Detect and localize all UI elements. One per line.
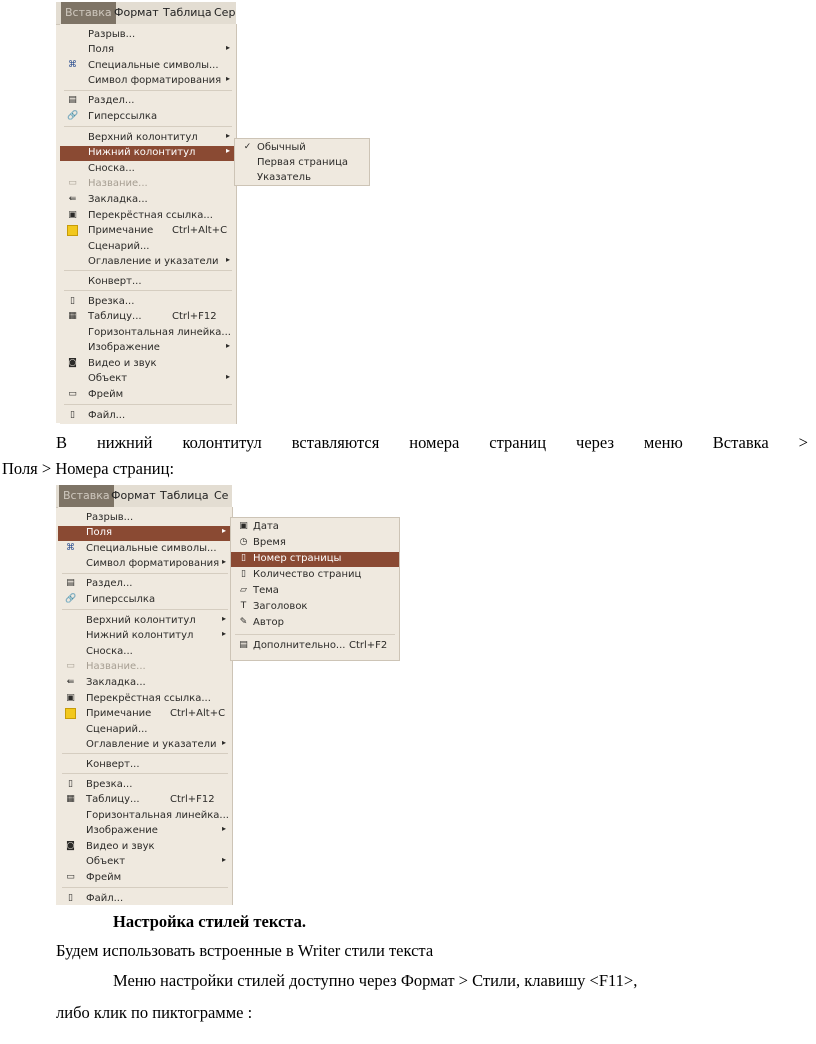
menu2.items-item[interactable] [58, 629, 232, 644]
menu1.items-item[interactable] [60, 94, 236, 109]
menu2.items-item[interactable] [58, 692, 232, 707]
menu-item-label: Поля [86, 527, 113, 538]
menu-item-label: Видео и звук [88, 358, 157, 369]
menu2.items-item[interactable] [58, 824, 232, 839]
menu2.items-item[interactable] [58, 723, 232, 738]
bookmark-icon: ⇚ [68, 194, 77, 204]
chevron-right-icon: ▸ [221, 855, 226, 864]
menu-separator [62, 753, 228, 754]
paragraph-styles-builtin: Будем использовать встроенные в Writer стили текста [56, 941, 434, 960]
menu1.items-item[interactable] [60, 193, 236, 208]
note-icon [67, 225, 78, 236]
menu2.items-item[interactable] [58, 892, 232, 907]
menu1.items-item[interactable] [60, 43, 236, 58]
menu2.items-item[interactable] [58, 557, 232, 572]
menu-separator [62, 887, 228, 888]
menu-item-label: Дата [253, 521, 279, 532]
chevron-right-icon: ▸ [225, 131, 230, 140]
menu1.items-item[interactable] [60, 341, 236, 356]
cross-reference-icon: ▣ [66, 693, 75, 703]
menu2.items-item[interactable] [58, 511, 232, 526]
table-icon: ▦ [68, 311, 77, 321]
chevron-right-icon: ▸ [221, 824, 226, 833]
check-icon: ✓ [243, 142, 252, 152]
insert-menu [60, 24, 237, 424]
menu-item-label: Сноска... [86, 646, 133, 657]
word: меню [643, 433, 683, 452]
note-icon [65, 708, 76, 719]
menu-item-label: Изображение [86, 825, 158, 836]
paragraph-footer-intro-line2: Поля > Номера страниц: [2, 459, 175, 478]
menu-item-label: Указатель [257, 172, 311, 183]
command-icon: ⌘ [66, 543, 75, 553]
word: В [56, 433, 68, 452]
menu1.items-item[interactable] [60, 295, 236, 310]
menu2.items-item [58, 660, 232, 675]
menu-item-label: Символ форматирования [88, 75, 222, 86]
footer-submenu [234, 138, 370, 186]
hyperlink-icon: 🔗 [65, 594, 77, 604]
menu-item-label: Время [253, 537, 286, 548]
frame-icon: ▯ [70, 296, 75, 306]
menu1.items-item[interactable] [60, 275, 236, 290]
menu-item-label: Первая страница [257, 157, 349, 168]
menu-item-label: Сценарий... [86, 724, 148, 735]
menu2.submenu-item[interactable] [231, 616, 399, 631]
menu-item-label: Дополнительно... [253, 640, 346, 651]
menu1.items-item[interactable] [60, 388, 236, 403]
menu2.items-item[interactable] [58, 676, 232, 691]
menu-item-label: Специальные символы... [86, 543, 217, 554]
section-icon: ▤ [68, 95, 77, 105]
menu-item-label: Закладка... [86, 677, 146, 688]
menubar-format[interactable]: Формат [111, 489, 156, 502]
word: колонтитул [182, 433, 262, 452]
menu-item-label: Закладка... [88, 194, 148, 205]
menu-separator [235, 634, 395, 635]
menu-item-label: Горизонтальная линейка... [88, 327, 231, 338]
menu-item-label: Врезка... [88, 296, 135, 307]
word: Вставка [712, 433, 769, 452]
menu2.items-item[interactable] [58, 758, 232, 773]
menu-item-label: Поля [88, 44, 115, 55]
menu1.items-item [60, 177, 236, 192]
shortcut-label: Ctrl+F2 [349, 640, 388, 651]
menu1.items-item[interactable] [60, 224, 236, 239]
menu-item-label: Название... [88, 178, 148, 189]
menu1.items-item[interactable] [60, 326, 236, 341]
paragraph-styles-menu: Меню настройки стилей доступно через Формат > Стили, клавишу <F11>, [113, 971, 638, 990]
menu-item-label: Нижний колонтитул [88, 147, 196, 158]
menu1.items-item[interactable] [60, 146, 236, 161]
menu-item-label: Оглавление и указатели [88, 256, 219, 267]
hyperlink-icon: 🔗 [67, 111, 79, 121]
file-icon: ▯ [70, 410, 75, 420]
menu2.submenu-item[interactable] [231, 520, 399, 535]
title-icon: T [240, 601, 247, 611]
menu-separator [64, 290, 232, 291]
menu-separator [62, 773, 228, 774]
menu2.items-item[interactable] [58, 855, 232, 870]
menu-screenshot-2 [56, 485, 401, 905]
menu-item-label: Название... [86, 661, 146, 672]
menu-separator [64, 126, 232, 127]
menu-item-label: Конверт... [88, 276, 142, 287]
page-number-icon: ▯ [241, 553, 246, 563]
menu-item-label: Видео и звук [86, 841, 155, 852]
menu-item-label: Автор [253, 617, 285, 628]
menu-item-label: Сноска... [88, 163, 135, 174]
menu2.items-item[interactable] [58, 871, 232, 886]
menu-screenshot-1 [56, 2, 349, 423]
subject-icon: ▱ [240, 585, 247, 595]
media-icon: ◙ [68, 358, 77, 368]
menu-item-label: Оглавление и указатели [86, 739, 217, 750]
insert-menu [58, 507, 233, 905]
word: номера [409, 433, 460, 452]
table-icon: ▦ [66, 794, 75, 804]
menu-item-label: Номер страницы [253, 553, 342, 564]
chevron-right-icon: ▸ [221, 629, 226, 638]
menu1.items-item[interactable] [60, 310, 236, 325]
paragraph-styles-icon: либо клик по пиктограмме : [56, 1003, 253, 1022]
date-icon: ▣ [239, 521, 248, 531]
menu2.submenu-item[interactable] [231, 552, 399, 567]
floating-frame-icon: ▭ [66, 872, 75, 882]
menubar-table[interactable]: Таблица [163, 6, 212, 19]
chevron-right-icon: ▸ [225, 74, 230, 83]
menu-item-label: Разрыв... [86, 512, 134, 523]
menu-separator [62, 573, 228, 574]
menu-item-label: Конверт... [86, 759, 140, 770]
word: страниц [489, 433, 547, 452]
menu-item-label: Разрыв... [88, 29, 136, 40]
chevron-right-icon: ▸ [221, 526, 226, 535]
chevron-right-icon: ▸ [221, 614, 226, 623]
section-icon: ▤ [66, 578, 75, 588]
menu-item-label: Таблицу... [88, 311, 142, 322]
menu2.items-item[interactable] [58, 614, 232, 629]
menu1.items-item[interactable] [60, 59, 236, 74]
menu2.items-item[interactable] [58, 778, 232, 793]
clock-icon: ◷ [239, 537, 248, 547]
menu1.items-item[interactable] [60, 357, 236, 372]
fields-submenu [230, 517, 400, 661]
media-icon: ◙ [66, 841, 75, 851]
cross-reference-icon: ▣ [68, 210, 77, 220]
menu-item-label: Изображение [88, 342, 160, 353]
menu1.items-item[interactable] [60, 209, 236, 224]
word: > [798, 433, 808, 452]
menu-item-label: Раздел... [86, 578, 133, 589]
frame-icon: ▯ [68, 779, 73, 789]
menu-item-label: Специальные символы... [88, 60, 219, 71]
bookmark-icon: ⇚ [66, 677, 75, 687]
menubar-insert[interactable]: Вставка [59, 485, 114, 507]
file-icon: ▯ [68, 893, 73, 903]
menu1.items-item[interactable] [60, 28, 236, 43]
heading-text-styles: Настройка стилей текста. [113, 912, 306, 931]
menu-item-label: Горизонтальная линейка... [86, 810, 229, 821]
caption-icon: ▭ [68, 178, 77, 188]
menu1.items-item[interactable] [60, 131, 236, 146]
menu-item-label: Символ форматирования [86, 558, 220, 569]
chevron-right-icon: ▸ [225, 146, 230, 155]
menu-separator [62, 609, 228, 610]
shortcut-label: Ctrl+Alt+C [170, 708, 226, 719]
menu1.items-item[interactable] [60, 74, 236, 89]
menu2.items-item[interactable] [58, 738, 232, 753]
menu2.submenu-item[interactable] [231, 639, 399, 654]
menu-item-label: Тема [253, 585, 279, 596]
menu-item-label: Сценарий... [88, 241, 150, 252]
menu2.items-item[interactable] [58, 526, 232, 541]
word: вставляются [291, 433, 380, 452]
menu1.items-item[interactable] [60, 409, 236, 424]
menu2.items-item[interactable] [58, 593, 232, 608]
menu-item-label: Объект [88, 373, 128, 384]
menu-item-label: Объект [86, 856, 126, 867]
menubar-format[interactable]: Формат [114, 6, 159, 19]
chevron-right-icon: ▸ [225, 255, 230, 264]
menu1.items-item[interactable] [60, 110, 236, 125]
menubar [56, 2, 236, 25]
menubar [56, 485, 232, 508]
chevron-right-icon: ▸ [225, 341, 230, 350]
author-icon: ✎ [239, 617, 248, 627]
floating-frame-icon: ▭ [68, 389, 77, 399]
menu2.items-item[interactable] [58, 793, 232, 808]
menu-item-label: Заголовок [253, 601, 308, 612]
menu-item-label: Гиперссылка [86, 594, 156, 605]
shortcut-label: Ctrl+F12 [172, 311, 217, 322]
chevron-right-icon: ▸ [221, 557, 226, 566]
menu-item-label: Таблицу... [86, 794, 140, 805]
menu2.items-item[interactable] [58, 707, 232, 722]
word: через [576, 433, 614, 452]
menu-item-label: Нижний колонтитул [86, 630, 194, 641]
menu2.submenu-item[interactable] [231, 584, 399, 599]
menu-item-label: Файл... [86, 893, 124, 904]
menu2.submenu-item[interactable] [231, 600, 399, 615]
menu-item-label: Обычный [257, 142, 306, 153]
word: нижний [96, 433, 153, 452]
menu-item-label: Перекрёстная ссылка... [86, 693, 211, 704]
menu2.items-item[interactable] [58, 577, 232, 592]
menu-item-label: Фрейм [88, 389, 124, 400]
menu1.submenu-item[interactable] [235, 141, 369, 156]
menubar-table[interactable]: Таблица [160, 489, 209, 502]
chevron-right-icon: ▸ [225, 43, 230, 52]
chevron-right-icon: ▸ [221, 738, 226, 747]
menu-item-label: Файл... [88, 410, 126, 421]
menu2.items-item[interactable] [58, 542, 232, 557]
menu-item-label: Раздел... [88, 95, 135, 106]
menu-item-label: Примечание [88, 225, 154, 236]
menu2.submenu-item[interactable] [231, 536, 399, 551]
page-count-icon: ▯ [241, 569, 246, 579]
menubar-insert[interactable]: Вставка [61, 2, 116, 24]
menu-separator [64, 90, 232, 91]
menu1.submenu-item[interactable] [235, 156, 369, 171]
menubar-service[interactable]: Сер [214, 6, 236, 19]
menu-item-label: Фрейм [86, 872, 122, 883]
shortcut-label: Ctrl+F12 [170, 794, 215, 805]
menu1.items-item[interactable] [60, 372, 236, 387]
paragraph-footer-intro [56, 433, 808, 453]
menu-separator [64, 404, 232, 405]
menu2.submenu-item[interactable] [231, 568, 399, 583]
menu-item-label: Примечание [86, 708, 152, 719]
menu-item-label: Верхний колонтитул [88, 132, 198, 143]
menu-item-label: Гиперссылка [88, 111, 158, 122]
menu-item-label: Количество страниц [253, 569, 362, 580]
caption-icon: ▭ [66, 661, 75, 671]
menu-separator [64, 270, 232, 271]
more-fields-icon: ▤ [239, 640, 248, 650]
menubar-service[interactable]: Се [214, 489, 229, 502]
menu2.items-item[interactable] [58, 809, 232, 824]
menu1.items-item[interactable] [60, 255, 236, 270]
menu1.items-item[interactable] [60, 162, 236, 177]
menu-item-label: Верхний колонтитул [86, 615, 196, 626]
menu2.items-item[interactable] [58, 645, 232, 660]
menu-item-label: Врезка... [86, 779, 133, 790]
command-icon: ⌘ [68, 60, 77, 70]
menu1.items-item[interactable] [60, 240, 236, 255]
menu2.items-item[interactable] [58, 840, 232, 855]
menu-item-label: Перекрёстная ссылка... [88, 210, 213, 221]
menu1.submenu-item[interactable] [235, 171, 369, 186]
chevron-right-icon: ▸ [225, 372, 230, 381]
shortcut-label: Ctrl+Alt+C [172, 225, 228, 236]
